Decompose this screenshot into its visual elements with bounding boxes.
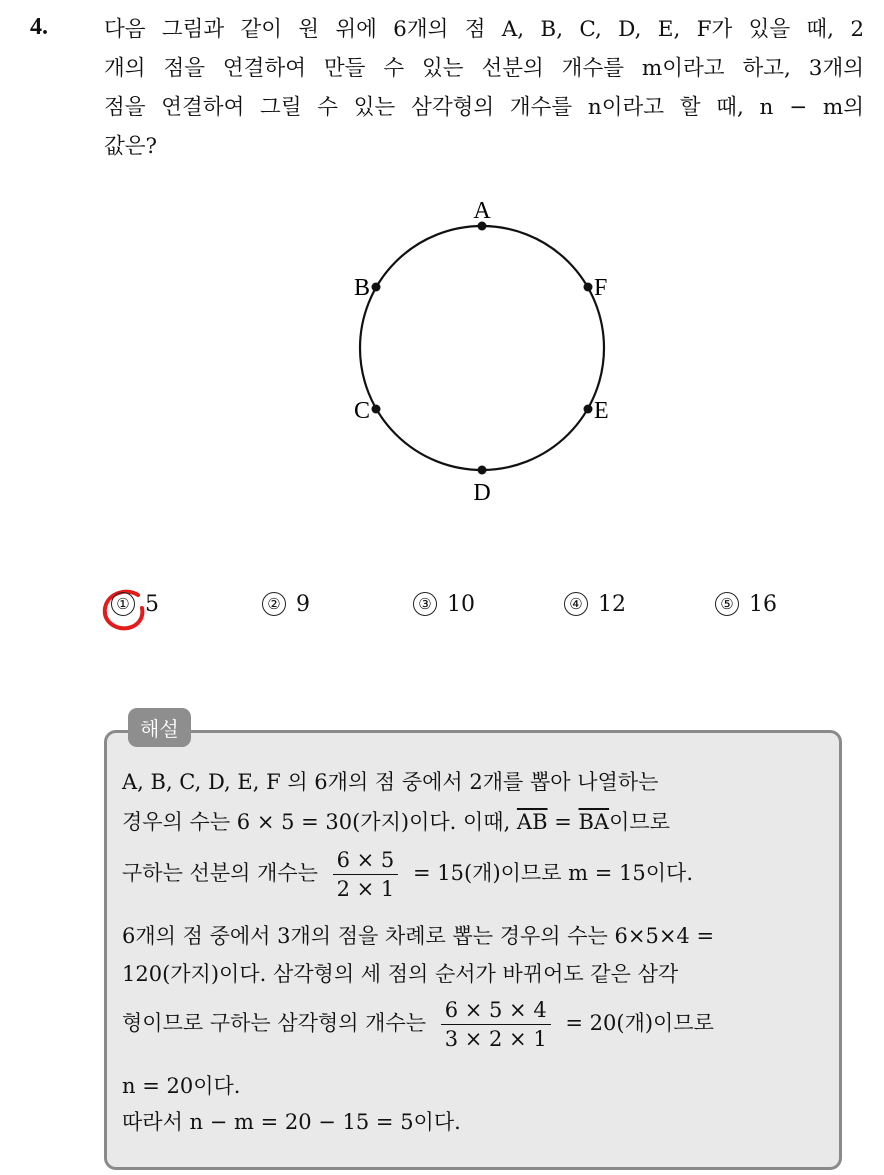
solution-tag: 해설 [128, 708, 191, 747]
solution-text-part: 경우의 수는 6 × 5 = 30(가지)이다. 이때, [122, 810, 517, 834]
point-f-dot [584, 283, 593, 292]
question-text [104, 10, 864, 166]
segment-ab: $\overline{AB}$ [516, 810, 548, 834]
choice-mark: ② [262, 592, 286, 616]
point-b-dot [372, 283, 381, 292]
fraction-numerator: 6 × 5 × 4 [441, 998, 551, 1025]
solution-line: A, B, C, D, E, F 의 6개의 점 중에서 2개를 뽑아 나열하는 [122, 770, 659, 794]
solution-text-part: = 15(개)이므로 m = 15이다. [412, 861, 694, 885]
choice-value: 12 [598, 592, 626, 617]
question-number: 4. [30, 14, 48, 40]
circle-figure [330, 185, 630, 515]
choice-2[interactable] [262, 592, 310, 617]
choice-value: 5 [145, 592, 159, 617]
solution-line [122, 998, 714, 1051]
solution-text-part: = [547, 810, 579, 834]
point-d-dot [478, 466, 487, 475]
solution-text-part: 이므로 [609, 810, 670, 834]
point-b-label: B [353, 275, 370, 301]
point-f-label: F [594, 275, 608, 301]
choice-value: 9 [296, 592, 310, 617]
choice-value: 10 [447, 592, 475, 617]
choice-4[interactable] [564, 592, 626, 617]
solution-text-part: = 20(개)이므로 [565, 1011, 714, 1035]
point-d-label: D [473, 480, 491, 506]
point-c-label: C [353, 398, 370, 424]
question-line: 값은? [104, 134, 158, 159]
choice-mark: ⑤ [715, 592, 739, 616]
choice-3[interactable] [413, 592, 475, 617]
choice-mark: ④ [564, 592, 588, 616]
question-line: 다음 그림과 같이 원 위에 6개의 점 A, B, C, D, E, F가 있을 때, 2 [104, 17, 864, 42]
solution-line: 6개의 점 중에서 3개의 점을 차례로 뽑는 경우의 수는 6×5×4 = [122, 924, 715, 948]
question-line: 개의 점을 연결하여 만들 수 있는 선분의 개수를 m이라고 하고, 3개의 [104, 56, 864, 81]
choice-value: 16 [749, 592, 777, 617]
solution-line [122, 806, 670, 836]
solution-text-part: 구하는 선분의 개수는 [122, 861, 318, 885]
fraction-numerator: 6 × 5 [333, 848, 399, 875]
solution-box [104, 730, 842, 1170]
choice-5[interactable] [715, 592, 777, 617]
choice-1[interactable] [111, 592, 159, 617]
solution-line: 120(가지)이다. 삼각형의 세 점의 순서가 바뀌어도 같은 삼각 [122, 962, 679, 986]
solution-line: 따라서 n − m = 20 − 15 = 5이다. [122, 1110, 461, 1134]
point-a-label: A [473, 198, 491, 224]
segment-ba: $\overline{BA}$ [578, 810, 610, 834]
solution-text-part: 형이므로 구하는 삼각형의 개수는 [122, 1011, 427, 1035]
choice-mark: ③ [413, 592, 437, 616]
fraction-denominator: 2 × 1 [336, 877, 395, 901]
fraction-triangles [441, 998, 551, 1051]
fraction-denominator: 3 × 2 × 1 [444, 1027, 547, 1051]
choice-mark: ① [111, 592, 135, 616]
point-e-dot [584, 405, 593, 414]
point-c-dot [372, 405, 381, 414]
question-line: 점을 연결하여 그릴 수 있는 삼각형의 개수를 n이라고 할 때, n − m의 [104, 95, 864, 120]
solution-line: n = 20이다. [122, 1074, 241, 1098]
point-e-label: E [594, 398, 609, 424]
solution-line [122, 848, 693, 901]
fraction-segments [333, 848, 399, 901]
circle [360, 226, 604, 470]
